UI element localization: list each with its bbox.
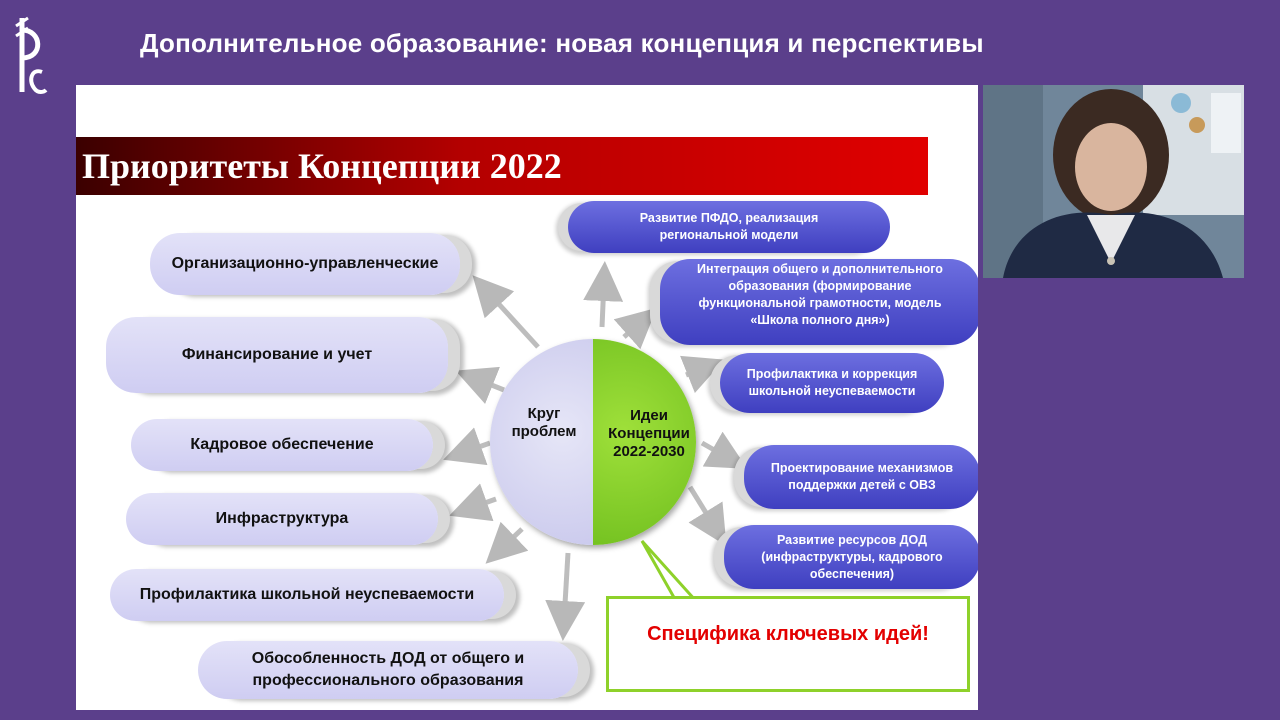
problem-label: Организационно-управленческие [171,255,439,272]
problem-pill-1 [150,233,460,295]
presentation-slide [76,85,978,710]
idea-label: Проектирование механизмов поддержки детей с ОВЗ [770,461,954,492]
circle-label-problems: Круг проблем [511,405,577,440]
speaker-video [983,85,1244,278]
idea-pill-2 [660,259,978,345]
arrow-up-right [624,321,642,337]
problem-pill-3 [131,419,433,471]
idea-label: Профилактика и коррекция школьной неуспеваемости [746,367,918,398]
problem-label: Инфраструктура [215,510,349,527]
problems-half [490,339,593,545]
idea-pill-3 [720,353,944,413]
idea-pill-5 [724,525,978,589]
problem-pill-5 [110,569,504,621]
slide-title: Приоритеты Концепции 2022 [82,146,562,186]
idea-label: Интеграция общего и дополнительного образования (формирование функциональной грамотности, модель «Школа полного дня») [697,262,943,327]
idea-label: Развитие ПФДО, реализация региональной модели [639,211,819,242]
rs-logo-icon [12,10,50,100]
circle-label-ideas: Идеи Концепции 2022-2030 [608,407,690,460]
page-title: Дополнительное образование: новая концепция и перспективы [140,28,984,58]
problem-label: Профилактика школьной неуспеваемости [139,586,475,603]
problem-pill-4 [126,493,438,545]
arrow-up [602,281,604,327]
idea-pill-1 [568,201,890,253]
arrow-left-2 [462,443,490,453]
idea-label: Развитие ресурсов ДОД (инфраструктуры, кадрового обеспечения) [761,532,943,581]
problem-label: Финансирование и учет [181,346,373,363]
callout-pointer [642,541,696,601]
problem-pill-2 [106,317,448,393]
arrow-down [564,553,568,621]
callout-text: Специфика ключевых идей! [647,623,929,645]
problem-label: Обособленность ДОД от общего и профессионального образования [251,650,525,689]
problem-label: Кадровое обеспечение [190,436,374,453]
arrow-right-2 [702,443,730,459]
idea-pill-4 [744,445,978,509]
key-ideas-callout [606,596,970,692]
problem-pill-6 [198,641,578,699]
